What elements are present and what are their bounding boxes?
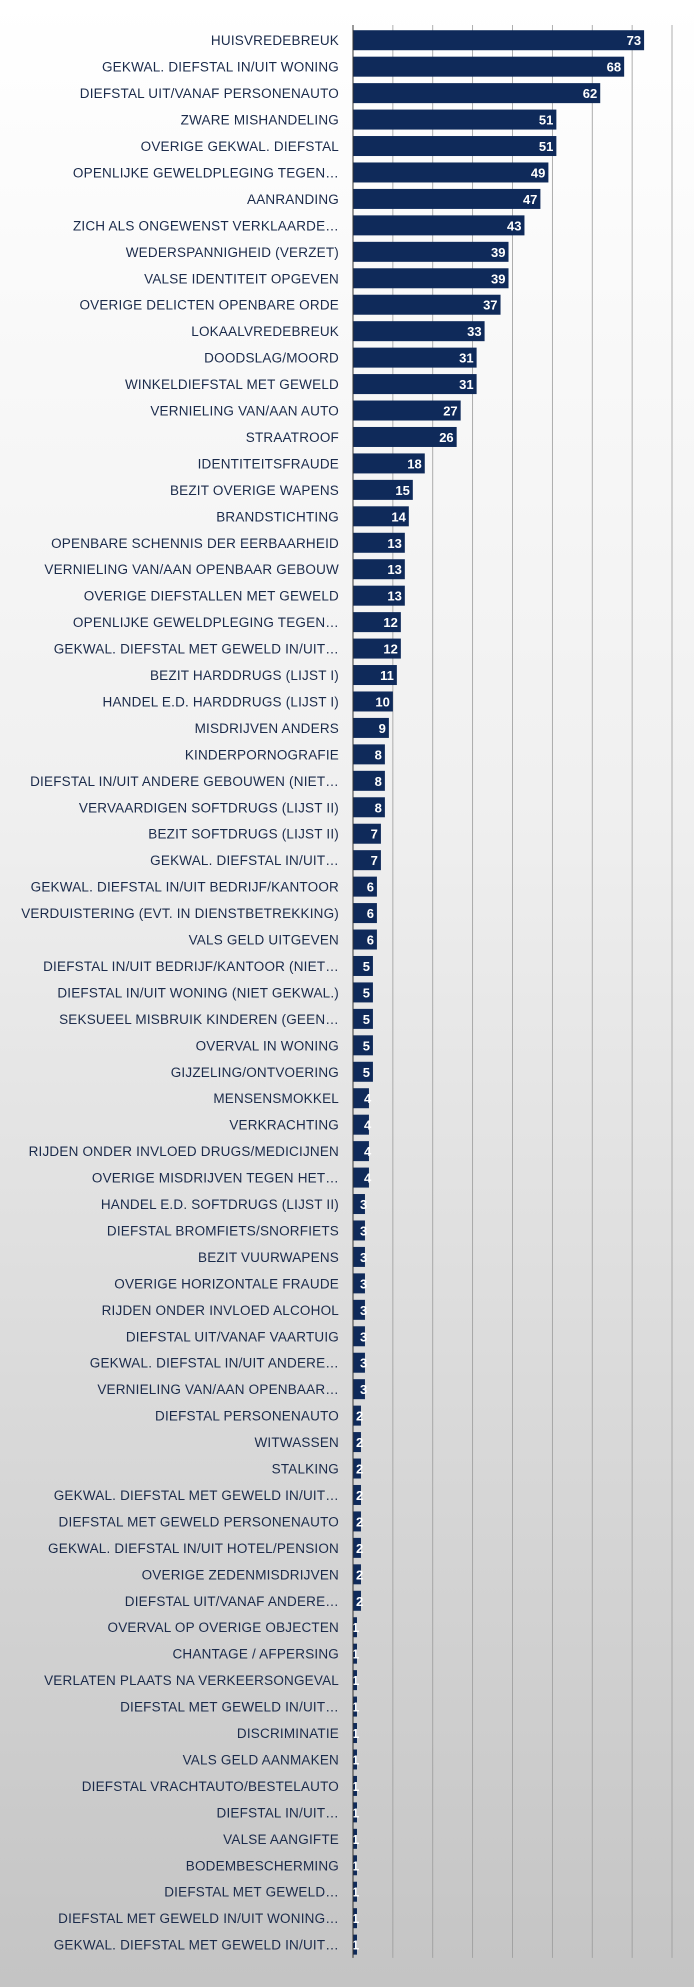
value-label: 8	[374, 800, 382, 816]
bars	[353, 30, 644, 1954]
category-label: LOKAALVREDEBREUK	[191, 324, 339, 340]
value-label: 3	[359, 1249, 368, 1265]
category-label: BEZIT HARDDRUGS (LIJST I)	[149, 668, 339, 684]
category-label: OVERIGE HORIZONTALE FRAUDE	[114, 1276, 339, 1292]
category-label: VERNIELING VAN/AAN OPENBAAR…	[97, 1382, 339, 1398]
category-label: OVERVAL OP OVERIGE OBJECTEN	[107, 1620, 339, 1636]
value-label: 1	[351, 1884, 360, 1900]
value-label: 10	[375, 694, 390, 710]
value-label: 1	[351, 1858, 360, 1874]
category-label: DIEFSTAL UIT/VANAF VAARTUIG	[125, 1329, 339, 1345]
bar	[353, 268, 509, 288]
category-label: DIEFSTAL VRACHTAUTO/BESTELAUTO	[81, 1778, 339, 1794]
category-label: BEZIT SOFTDRUGS (LIJST II)	[148, 826, 339, 842]
category-label: WITWASSEN	[254, 1435, 339, 1451]
value-label: 14	[391, 509, 406, 525]
value-label: 39	[491, 271, 506, 287]
category-label: BEZIT OVERIGE WAPENS	[169, 482, 339, 498]
value-label: 2	[355, 1408, 364, 1424]
category-label: GEKWAL. DIEFSTAL IN/UIT BEDRIJF/KANTOOR	[30, 879, 339, 895]
bar	[353, 162, 548, 182]
category-label: GEKWAL. DIEFSTAL IN/UIT…	[150, 853, 339, 869]
category-label: OPENLIJKE GEWELDPLEGING TEGEN…	[72, 615, 339, 631]
category-label: DISCRIMINATIE	[236, 1726, 339, 1742]
value-label: 3	[359, 1355, 368, 1371]
value-label: 62	[582, 86, 598, 102]
category-label: GEKWAL. DIEFSTAL MET GEWELD IN/UIT…	[53, 641, 339, 657]
category-label: DIEFSTAL MET GEWELD IN/UIT WONING…	[58, 1911, 339, 1927]
value-label: 33	[467, 324, 482, 340]
value-label: 1	[351, 1805, 360, 1821]
value-label: 2	[355, 1435, 364, 1451]
value-label: 18	[407, 456, 422, 472]
value-label: 3	[359, 1382, 368, 1398]
value-label: 3	[359, 1302, 368, 1318]
category-label: WINKELDIEFSTAL MET GEWELD	[124, 377, 339, 393]
value-label: 2	[355, 1461, 364, 1477]
value-label: 3	[359, 1197, 368, 1213]
category-label: VERDUISTERING (EVT. IN DIENSTBETREKKING)	[21, 906, 339, 922]
value-label: 1	[351, 1911, 360, 1927]
category-label: MISDRIJVEN ANDERS	[194, 720, 339, 736]
category-label: GEKWAL. DIEFSTAL MET GEWELD IN/UIT…	[53, 1937, 339, 1953]
value-label: 11	[380, 668, 394, 684]
bar	[353, 374, 477, 394]
category-label: DIEFSTAL IN/UIT BEDRIJF/KANTOOR (NIET…	[43, 958, 339, 974]
category-label: OVERIGE DIEFSTALLEN MET GEWELD	[83, 588, 339, 604]
value-label: 2	[355, 1514, 364, 1530]
value-label: 8	[374, 773, 382, 789]
value-label: 3	[359, 1276, 368, 1292]
value-label: 9	[378, 720, 386, 736]
category-label: VALS GELD AANMAKEN	[182, 1752, 339, 1768]
value-label: 1	[351, 1673, 360, 1689]
category-label: DIEFSTAL UIT/VANAF PERSONENAUTO	[79, 86, 339, 102]
category-label: VALSE IDENTITEIT OPGEVEN	[144, 271, 339, 287]
category-label: KINDERPORNOGRAFIE	[184, 747, 339, 763]
category-label: OVERIGE ZEDENMISDRIJVEN	[141, 1567, 339, 1583]
value-label: 1	[351, 1699, 360, 1715]
bar	[353, 215, 524, 235]
value-label: 1	[351, 1726, 360, 1742]
category-label: GEKWAL. DIEFSTAL MET GEWELD IN/UIT…	[53, 1487, 339, 1503]
value-label: 13	[387, 588, 402, 604]
category-labels	[21, 33, 339, 1952]
category-label: OVERIGE DELICTEN OPENBARE ORDE	[79, 297, 339, 313]
category-label: DIEFSTAL IN/UIT…	[216, 1805, 339, 1821]
category-label: OVERVAL IN WONING	[195, 1038, 339, 1054]
value-label: 1	[351, 1752, 360, 1768]
value-label: 4	[363, 1091, 372, 1107]
category-label: OPENLIJKE GEWELDPLEGING TEGEN…	[72, 165, 339, 181]
value-label: 6	[366, 932, 374, 948]
category-label: STALKING	[271, 1461, 339, 1477]
category-label: BEZIT VUURWAPENS	[198, 1249, 339, 1265]
category-label: VALS GELD UITGEVEN	[188, 932, 339, 948]
category-label: GEKWAL. DIEFSTAL IN/UIT WONING	[101, 59, 339, 75]
category-label: DIEFSTAL IN/UIT ANDERE GEBOUWEN (NIET…	[30, 773, 339, 789]
category-label: OPENBARE SCHENNIS DER EERBAARHEID	[51, 535, 339, 551]
category-label: IDENTITEITSFRAUDE	[197, 456, 339, 472]
category-label: HANDEL E.D. HARDDRUGS (LIJST I)	[102, 694, 339, 710]
bar	[353, 189, 540, 209]
category-label: DIEFSTAL IN/UIT WONING (NIET GEKWAL.)	[57, 985, 339, 1001]
value-label: 43	[506, 218, 522, 234]
value-label: 51	[538, 112, 554, 128]
value-label: 6	[366, 879, 374, 895]
category-label: BRANDSTICHTING	[216, 509, 339, 525]
category-label: DIEFSTAL PERSONENAUTO	[155, 1408, 339, 1424]
value-label: 68	[606, 59, 622, 75]
value-label: 4	[363, 1170, 372, 1186]
bar	[353, 321, 485, 341]
category-label: DIEFSTAL UIT/VANAF ANDERE…	[124, 1593, 339, 1609]
value-label: 5	[362, 1064, 370, 1080]
value-label: 1	[351, 1620, 360, 1636]
value-label: 27	[443, 403, 458, 419]
category-label: AANRANDING	[246, 191, 339, 207]
value-labels	[352, 33, 641, 1952]
value-label: 31	[459, 350, 474, 366]
bar	[353, 57, 624, 77]
value-label: 3	[359, 1329, 368, 1345]
value-label: 73	[626, 33, 642, 49]
value-label: 39	[491, 244, 506, 260]
category-label: VERNIELING VAN/AAN OPENBAAR GEBOUW	[44, 562, 339, 578]
value-label: 5	[362, 958, 370, 974]
category-label: HUISVREDEBREUK	[210, 33, 339, 49]
value-label: 7	[370, 853, 378, 869]
value-label: 2	[355, 1593, 364, 1609]
category-label: DIEFSTAL MET GEWELD PERSONENAUTO	[58, 1514, 339, 1530]
category-label: RIJDEN ONDER INVLOED ALCOHOL	[101, 1302, 339, 1318]
category-label: BODEMBESCHERMING	[185, 1858, 339, 1874]
bar	[353, 83, 600, 103]
category-label: STRAATROOF	[245, 429, 339, 445]
gridlines	[393, 25, 672, 1958]
value-label: 2	[355, 1487, 364, 1503]
bar	[353, 295, 501, 315]
value-label: 12	[383, 615, 398, 631]
value-label: 3	[359, 1223, 368, 1239]
value-label: 26	[439, 429, 454, 445]
category-label: VERNIELING VAN/AAN AUTO	[150, 403, 339, 419]
value-label: 4	[363, 1117, 372, 1133]
value-label: 13	[387, 535, 402, 551]
bar	[353, 242, 509, 262]
value-label: 51	[538, 139, 554, 155]
category-label: GEKWAL. DIEFSTAL IN/UIT HOTEL/PENSION	[48, 1540, 339, 1556]
value-label: 31	[459, 377, 474, 393]
value-label: 5	[362, 985, 370, 1001]
value-label: 49	[530, 165, 546, 181]
category-label: HANDEL E.D. SOFTDRUGS (LIJST II)	[100, 1197, 339, 1213]
value-label: 1	[351, 1646, 360, 1662]
value-label: 8	[374, 747, 382, 763]
category-label: SEKSUEEL MISBRUIK KINDEREN (GEEN…	[59, 1011, 339, 1027]
category-label: ZICH ALS ONGEWENST VERKLAARDE…	[72, 218, 339, 234]
category-label: GIJZELING/ONTVOERING	[170, 1064, 339, 1080]
value-label: 1	[351, 1831, 360, 1847]
category-label: MENSENSMOKKEL	[213, 1091, 339, 1107]
category-label: OVERIGE MISDRIJVEN TEGEN HET…	[91, 1170, 339, 1186]
bar	[353, 110, 556, 130]
value-label: 5	[362, 1038, 370, 1054]
value-label: 47	[522, 191, 538, 207]
category-label: DIEFSTAL MET GEWELD IN/UIT…	[120, 1699, 339, 1715]
value-label: 1	[351, 1778, 360, 1794]
value-label: 1	[351, 1937, 360, 1953]
value-label: 15	[395, 482, 410, 498]
category-label: DIEFSTAL BROMFIETS/SNORFIETS	[106, 1223, 339, 1239]
value-label: 2	[355, 1567, 364, 1583]
bar	[353, 348, 477, 368]
value-label: 5	[362, 1011, 370, 1027]
value-label: 4	[363, 1144, 372, 1160]
category-label: OVERIGE GEKWAL. DIEFSTAL	[140, 139, 339, 155]
category-label: CHANTAGE / AFPERSING	[172, 1646, 339, 1662]
category-label: DOODSLAG/MOORD	[204, 350, 339, 366]
category-label: RIJDEN ONDER INVLOED DRUGS/MEDICIJNEN	[28, 1144, 339, 1160]
category-label: GEKWAL. DIEFSTAL IN/UIT ANDERE…	[89, 1355, 339, 1371]
category-label: DIEFSTAL MET GEWELD…	[164, 1884, 339, 1900]
value-label: 7	[370, 826, 378, 842]
value-label: 37	[483, 297, 498, 313]
value-label: 13	[387, 562, 402, 578]
value-label: 12	[383, 641, 398, 657]
category-label: ZWARE MISHANDELING	[180, 112, 339, 128]
category-label: VERVAARDIGEN SOFTDRUGS (LIJST II)	[78, 800, 339, 816]
category-label: WEDERSPANNIGHEID (VERZET)	[125, 244, 339, 260]
value-label: 6	[366, 906, 374, 922]
category-label: VERKRACHTING	[229, 1117, 339, 1133]
category-label: VERLATEN PLAATS NA VERKEERSONGEVAL	[44, 1673, 339, 1689]
value-label: 2	[355, 1540, 364, 1556]
bar	[353, 136, 556, 156]
bar	[353, 30, 644, 50]
category-label: VALSE AANGIFTE	[223, 1831, 339, 1847]
